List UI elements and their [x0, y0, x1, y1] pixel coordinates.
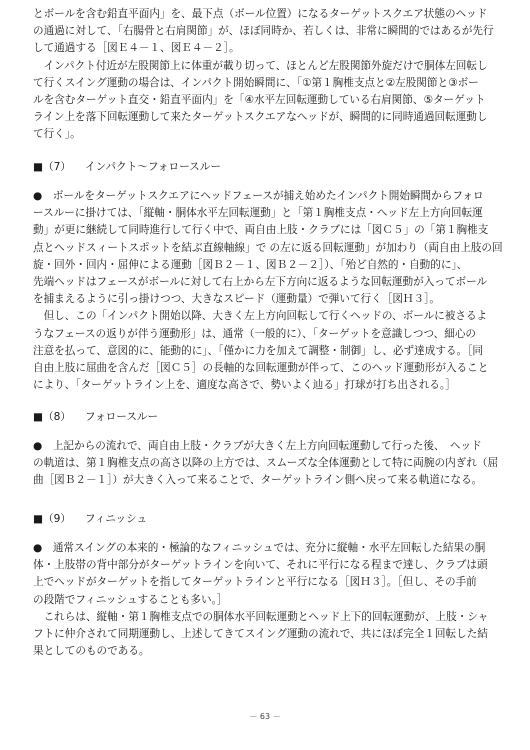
text-line: を捕まえるように引っ掛けつつ、大きなスピード（運動量）で弾いて行く［図Ｈ３］。: [33, 293, 441, 306]
section-number: ■（9）: [33, 513, 71, 525]
text-line: の通過に対して、「右腸骨と右肩関節」が、ほぼ同時か、若しくは、非常に瞬間的ではあるが先行: [33, 25, 494, 38]
text-line: ● 通常スイングの本来的・極論的なフィニッシュでは、充分に縦軸・水平左回転した結果の胴: [33, 542, 486, 554]
text-line: とボールを含む鉛直平面内」を、最下点（ボール位置）になるターゲットスクエア状態のヘッド: [33, 8, 488, 20]
intro-paragraph: [33, 6, 503, 144]
text-line: ● 上記からの流れで、両自由上肢・クラブが大きく左上方向回転運動して行った後、 ヘッド: [33, 440, 482, 452]
section-title: フォロースルー: [85, 411, 159, 423]
text-line: 但し、この「インパクト開始以降、大きく左上方向回転して行くヘッドの、ボールに被さるよ: [33, 310, 488, 323]
section-8-body: [33, 438, 503, 490]
section-8-heading: [33, 410, 158, 425]
text-line: 曲［図Ｂ２－１］）が大きく入って来ることで、ターゲットライン側へ戻って来る軌道になる。: [33, 474, 483, 487]
text-line: の軌道は、第１胸椎支点の高さ以降の上方では、スムーズな全体運動として特に両腕の内ぎれ（屈: [33, 457, 499, 470]
section-number: ■（8）: [33, 411, 71, 423]
section-9-heading: [33, 512, 147, 527]
page-number: － 63 －: [249, 712, 281, 721]
text-line: て行く」。: [33, 128, 81, 141]
text-line: て行くスイング運動の場合は、インパクト開始瞬間に、「①第１胸椎支点と②左股関節と③ボー: [33, 76, 479, 89]
text-line: 旋・回外・回内・屈伸による運動［図Ｂ２－１、図Ｂ２－２］）、「殆ど自然的・自動的に」、: [33, 258, 468, 271]
text-line: 注意を払って、意図的に、能動的に」、「僅かに力を加えて調整・制御」し、必ず達成する。［同: [33, 344, 484, 357]
text-line: ルを含むターゲット直交・鉛直平面内」を「④水平左回転運動している右肩関節、⑤ターゲット: [33, 94, 486, 107]
text-line: して通過する［図Ｅ４－１、図Ｅ４－２］。: [33, 42, 240, 55]
text-line: 点とヘッドスィートスポットを結ぶ直線軸線」で の左に返る回転運動」が加わり（両自由上肢の回: [33, 241, 503, 254]
text-line: うなフェースの返りが伴う運動形」は、通常（一般的に）、「ターゲットを意識しつつ、細心の: [33, 327, 477, 340]
text-line: 体・上肢帯の背中部分がターゲットラインを向いて、それに平行になる程まで達し、クラブは頭: [33, 559, 488, 572]
text-line: ースルーに掛けては、「縦軸・胴体水平左回転運動」と「第１胸椎支点・ヘッド左上方向回転運: [33, 207, 483, 220]
section-7-heading: [33, 160, 221, 175]
section-9-body: [33, 540, 503, 660]
text-line: これらは、縦軸・第１胸椎支点での胴体水平回転運動とヘッド上下的回転運動が、上肢・シャ: [33, 610, 489, 623]
section-title: インパクト～フォロースルー: [85, 161, 221, 173]
text-line: 果としてのものである。: [33, 645, 150, 658]
text-line: により、「ターゲットライン上を、適度な高さで、勢いよく辿る」打球が打ち出される。］: [33, 379, 456, 392]
section-number: ■（7）: [33, 161, 71, 173]
text-line: ● ボールをターゲットスクエアにヘッドフェースが捕え始めたインパクト開始瞬間からフォロ: [33, 190, 484, 202]
text-line: 動」が更に継続して同時進行して行く中で、両自由上肢・クラブには「図Ｃ５」の「第１胸椎支: [33, 224, 489, 237]
section-title: フィニッシュ: [85, 513, 148, 525]
section-7-body: [33, 188, 503, 394]
text-line: 上でヘッドがターゲットを指してターゲットラインと平行になる［図Ｈ３］。［但し、その手前: [33, 576, 477, 589]
text-line: 自由上肢に屈曲を含んだ［図Ｃ５］の長軸的な回転運動が伴って、このヘッド運動形が入ること: [33, 362, 489, 375]
text-line: ライン上を落下回転運動して来たターゲットスクエアなヘッドが、瞬間的に同時通過回転運動し: [33, 111, 488, 124]
text-line: フトに仲介されて同期運動し、上述してきてスイング運動の流れで、共にほぼ完全１回転した結: [33, 628, 488, 641]
text-line: インパクト付近が左股関節上に体重が載り切って、ほとんど左股関節外旋だけで胴体左回転し: [33, 59, 488, 72]
text-line: 先端ヘッドはフェースがボールに対して右上から左下方向に返るような回転運動が入ってボール: [33, 276, 488, 289]
text-line: の段階でフィニッシュすることも多い。］: [33, 593, 228, 606]
